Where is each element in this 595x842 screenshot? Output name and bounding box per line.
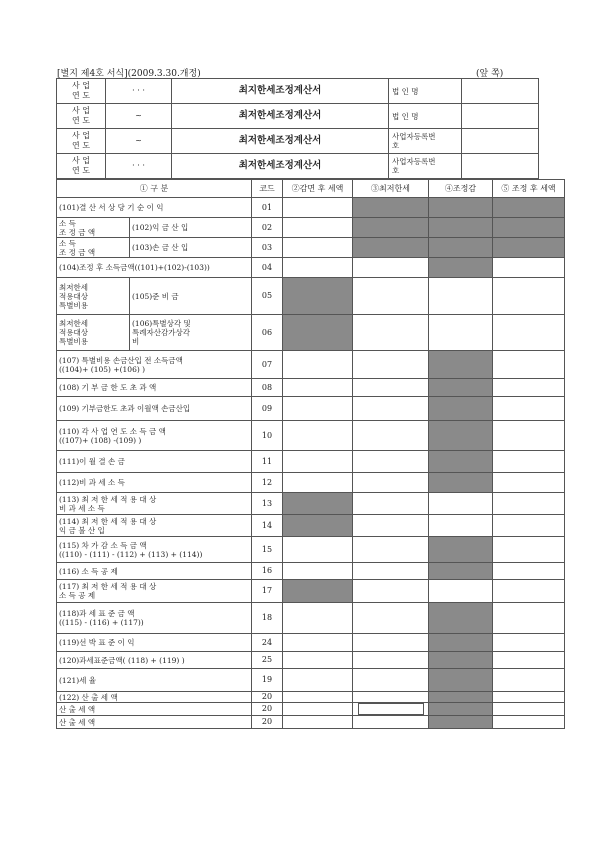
after-reduction-cell	[283, 493, 353, 515]
row-label: (115) 차 가 감 소 득 금 액 ((110) - (111) - (112) + (113) + (114))	[57, 537, 252, 563]
minimum-tax-cell[interactable]	[353, 258, 429, 278]
row-label: (110) 각 사 업 연 도 소 득 금 액 ((107)+ (108) -(109) )	[57, 421, 252, 451]
minimum-tax-cell[interactable]	[353, 351, 429, 379]
corp-field-value[interactable]	[462, 79, 539, 104]
row-group-label: 최저한세 적용대상 특별비용	[57, 315, 130, 351]
business-year-label: 사 업 연 도	[57, 104, 106, 129]
row-code: 05	[252, 278, 283, 315]
adjustment-cell	[429, 634, 493, 652]
row-label: (109) 기부금한도 초과 이월액 손금산입	[57, 397, 252, 421]
row-code: 25	[252, 652, 283, 669]
after-adjustment-cell	[493, 198, 565, 218]
after-adjustment-cell[interactable]	[493, 669, 565, 692]
row-label: 산 출 세 액	[57, 716, 252, 729]
row-code: 24	[252, 634, 283, 652]
table-row	[57, 421, 565, 451]
minimum-tax-cell[interactable]	[353, 716, 429, 729]
table-row	[57, 258, 565, 278]
row-label: (114) 최 저 한 세 적 용 대 상 익 금 불 산 입	[57, 515, 252, 537]
form-title: 최저한세조정계산서	[172, 104, 389, 129]
row-code: 06	[252, 315, 283, 351]
table-row	[57, 451, 565, 473]
after-adjustment-cell[interactable]	[493, 379, 565, 397]
after-reduction-cell[interactable]	[283, 218, 353, 238]
row-code: 07	[252, 351, 283, 379]
after-reduction-cell[interactable]	[283, 703, 353, 716]
after-reduction-cell[interactable]	[283, 238, 353, 258]
info-row	[57, 104, 539, 129]
row-label: (113) 최 저 한 세 적 용 대 상 비 과 세 소 득	[57, 493, 252, 515]
after-adjustment-cell[interactable]	[493, 537, 565, 563]
business-year-label: 사 업 연 도	[57, 129, 106, 154]
row-group-label: 최저한세 적용대상 특별비용	[57, 278, 130, 315]
table-row	[57, 580, 565, 603]
after-reduction-cell[interactable]	[283, 603, 353, 634]
corp-field-value[interactable]	[462, 104, 539, 129]
row-label: (106)특별상각 및 특례자산감가상각 비	[130, 315, 252, 351]
adjustment-cell	[429, 537, 493, 563]
minimum-tax-cell	[353, 218, 429, 238]
after-adjustment-cell[interactable]	[493, 515, 565, 537]
row-label: 산 출 세 액	[57, 703, 252, 716]
main-table	[56, 179, 565, 729]
adjustment-cell	[429, 716, 493, 729]
row-group-label: 소 득 조 정 금 액	[57, 218, 130, 238]
minimum-tax-cell[interactable]	[353, 315, 429, 351]
corp-field-label: 사업자등록번 호	[389, 129, 462, 154]
after-reduction-cell	[283, 580, 353, 603]
table-row	[57, 669, 565, 692]
after-adjustment-cell[interactable]	[493, 493, 565, 515]
info-row	[57, 129, 539, 154]
row-label: (117) 최 저 한 세 적 용 대 상 소 득 공 제	[57, 580, 252, 603]
row-group-label: 소 득 조 정 금 액	[57, 238, 130, 258]
after-reduction-cell[interactable]	[283, 421, 353, 451]
minimum-tax-cell[interactable]	[353, 493, 429, 515]
adjustment-cell[interactable]	[429, 515, 493, 537]
adjustment-cell	[429, 703, 493, 716]
after-reduction-cell[interactable]	[283, 563, 353, 580]
adjustment-cell[interactable]	[429, 315, 493, 351]
table-row	[57, 351, 565, 379]
minimum-tax-cell	[353, 198, 429, 218]
after-adjustment-cell[interactable]	[493, 315, 565, 351]
minimum-tax-cell[interactable]	[353, 692, 429, 703]
table-row	[57, 563, 565, 580]
adjustment-cell[interactable]	[429, 580, 493, 603]
row-code: 14	[252, 515, 283, 537]
table-row	[57, 397, 565, 421]
table-row	[57, 315, 565, 351]
info-row	[57, 79, 539, 104]
row-code: 09	[252, 397, 283, 421]
business-year-dates[interactable]: · · ·	[106, 79, 172, 104]
minimum-tax-cell[interactable]	[353, 563, 429, 580]
row-code: 16	[252, 563, 283, 580]
row-label: (112)비 과 세 소 득	[57, 473, 252, 493]
adjustment-cell	[429, 421, 493, 451]
minimum-tax-cell[interactable]	[353, 515, 429, 537]
minimum-tax-cell[interactable]	[353, 451, 429, 473]
business-year-dates[interactable]: ~	[106, 104, 172, 129]
after-reduction-cell[interactable]	[283, 198, 353, 218]
corp-field-label: 법 인 명	[389, 79, 462, 104]
after-reduction-cell[interactable]	[283, 634, 353, 652]
after-adjustment-cell[interactable]	[493, 397, 565, 421]
table-row	[57, 379, 565, 397]
after-adjustment-cell[interactable]	[493, 634, 565, 652]
adjustment-cell[interactable]	[429, 493, 493, 515]
row-label: (121)세 율	[57, 669, 252, 692]
col-header-after-adjustment: ⑤ 조정 후 세액	[493, 180, 565, 198]
minimum-tax-cell[interactable]	[353, 634, 429, 652]
business-year-dates[interactable]: · · ·	[106, 154, 172, 179]
row-label: (111)이 월 결 손 금	[57, 451, 252, 473]
minimum-tax-cell[interactable]	[353, 580, 429, 603]
minimum-tax-cell[interactable]	[353, 278, 429, 315]
after-reduction-cell[interactable]	[283, 258, 353, 278]
after-adjustment-cell[interactable]	[493, 421, 565, 451]
row-label: (119)선 박 표 준 이 익	[57, 634, 252, 652]
minimum-tax-cell[interactable]	[353, 669, 429, 692]
adjustment-cell	[429, 379, 493, 397]
after-adjustment-cell[interactable]	[493, 451, 565, 473]
after-reduction-cell[interactable]	[283, 379, 353, 397]
minimum-tax-cell[interactable]	[353, 537, 429, 563]
row-label: (120)과세표준금액( (118) + (119) )	[57, 652, 252, 669]
col-header-category: ① 구 분	[57, 180, 252, 198]
table-row	[57, 278, 565, 315]
row-label: (101)결 산 서 상 당 기 순 이 익	[57, 198, 252, 218]
after-reduction-cell[interactable]	[283, 351, 353, 379]
corp-field-value[interactable]	[462, 129, 539, 154]
after-reduction-cell[interactable]	[283, 473, 353, 493]
row-label: (104)조정 후 소득금액((101)+(102)-(103))	[57, 258, 252, 278]
after-reduction-cell[interactable]	[283, 652, 353, 669]
adjustment-cell	[429, 669, 493, 692]
adjustment-cell	[429, 258, 493, 278]
table-row	[57, 634, 565, 652]
after-adjustment-cell[interactable]	[493, 692, 565, 703]
page-side-label: (앞 쪽)	[476, 69, 504, 79]
form-title: 최지한세조정계산서	[172, 79, 389, 104]
after-reduction-cell[interactable]	[283, 397, 353, 421]
after-reduction-cell[interactable]	[283, 537, 353, 563]
after-adjustment-cell[interactable]	[493, 703, 565, 716]
minimum-tax-cell	[353, 238, 429, 258]
after-reduction-cell[interactable]	[283, 669, 353, 692]
after-reduction-cell[interactable]	[283, 716, 353, 729]
adjustment-cell	[429, 692, 493, 703]
form-title: 최저한세조정계산서	[172, 154, 389, 179]
table-row	[57, 238, 565, 258]
table-row	[57, 198, 565, 218]
table-row	[57, 473, 565, 493]
adjustment-cell	[429, 218, 493, 238]
table-row	[57, 493, 565, 515]
table-row	[57, 537, 565, 563]
adjustment-cell	[429, 238, 493, 258]
after-adjustment-cell[interactable]	[493, 563, 565, 580]
adjustment-cell	[429, 563, 493, 580]
row-label: (105)준 비 금	[130, 278, 252, 315]
row-code: 08	[252, 379, 283, 397]
after-adjustment-cell[interactable]	[493, 258, 565, 278]
adjustment-cell	[429, 351, 493, 379]
row-code: 11	[252, 451, 283, 473]
after-adjustment-cell[interactable]	[493, 603, 565, 634]
row-code: 13	[252, 493, 283, 515]
after-adjustment-cell[interactable]	[493, 716, 565, 729]
row-code: 15	[252, 537, 283, 563]
minimum-tax-cell[interactable]	[353, 379, 429, 397]
after-reduction-cell[interactable]	[283, 692, 353, 703]
minimum-tax-cell[interactable]	[353, 421, 429, 451]
table-row	[57, 652, 565, 669]
row-label: (122) 산 출 세 액	[57, 692, 252, 703]
row-code: 20	[252, 703, 283, 716]
form-title: 최저한세조정계산서	[172, 129, 389, 154]
row-label: (108) 기 부 금 한 도 초 과 액	[57, 379, 252, 397]
corp-field-label: 법 인 명	[389, 104, 462, 129]
row-code: 20	[252, 692, 283, 703]
after-adjustment-cell[interactable]	[493, 351, 565, 379]
table-row	[57, 603, 565, 634]
after-reduction-cell	[283, 315, 353, 351]
table-row	[57, 515, 565, 537]
row-label: (118)과 세 표 준 금 액 ((115) - (116) + (117))	[57, 603, 252, 634]
minimum-tax-cell[interactable]	[353, 603, 429, 634]
minimum-tax-cell[interactable]	[353, 473, 429, 493]
business-year-label: 사 업 연 도	[57, 79, 106, 104]
row-code: 03	[252, 238, 283, 258]
after-adjustment-cell[interactable]	[493, 278, 565, 315]
row-code: 02	[252, 218, 283, 238]
row-code: 17	[252, 580, 283, 603]
info-row	[57, 154, 539, 179]
adjustment-cell	[429, 603, 493, 634]
col-header-minimum-tax: ③최저한세	[353, 180, 429, 198]
table-row	[57, 692, 565, 703]
business-year-dates[interactable]: ~	[106, 129, 172, 154]
row-label: (107) 특별비용 손금산입 전 소득금액 ((104)+ (105) +(106) )	[57, 351, 252, 379]
row-code: 20	[252, 716, 283, 729]
col-header-after-reduction: ②감면 후 세액	[283, 180, 353, 198]
corp-field-value[interactable]	[462, 154, 539, 179]
row-code: 18	[252, 603, 283, 634]
row-code: 10	[252, 421, 283, 451]
table-row	[57, 716, 565, 729]
table-row	[57, 218, 565, 238]
table-row	[57, 703, 565, 716]
minimum-tax-cell[interactable]	[353, 703, 429, 716]
adjustment-cell	[429, 397, 493, 421]
after-adjustment-cell[interactable]	[493, 473, 565, 493]
row-label: (103)손 금 산 입	[130, 238, 252, 258]
row-label: (116) 소 득 공 제	[57, 563, 252, 580]
corp-field-label: 사업자등록번 호	[389, 154, 462, 179]
adjustment-cell[interactable]	[429, 278, 493, 315]
after-adjustment-cell[interactable]	[493, 580, 565, 603]
col-header-adjustment: ④조정감	[429, 180, 493, 198]
col-header-code: 코드	[252, 180, 283, 198]
row-code: 12	[252, 473, 283, 493]
row-label: (102)익 금 산 입	[130, 218, 252, 238]
business-year-label: 사 업 연 도	[57, 154, 106, 179]
form-caption: [별지 제4호 서식](2009.3.30.개정)	[57, 69, 201, 79]
row-code: 19	[252, 669, 283, 692]
info-table	[56, 78, 539, 179]
after-reduction-cell[interactable]	[283, 451, 353, 473]
after-adjustment-cell	[493, 238, 565, 258]
adjustment-cell	[429, 473, 493, 493]
after-adjustment-cell	[493, 218, 565, 238]
after-adjustment-cell[interactable]	[493, 652, 565, 669]
after-reduction-cell	[283, 515, 353, 537]
adjustment-cell	[429, 198, 493, 218]
row-code: 04	[252, 258, 283, 278]
adjustment-cell	[429, 652, 493, 669]
after-reduction-cell	[283, 278, 353, 315]
inner-input-box[interactable]	[358, 703, 424, 715]
adjustment-cell	[429, 451, 493, 473]
row-code: 01	[252, 198, 283, 218]
minimum-tax-cell[interactable]	[353, 397, 429, 421]
minimum-tax-cell[interactable]	[353, 652, 429, 669]
